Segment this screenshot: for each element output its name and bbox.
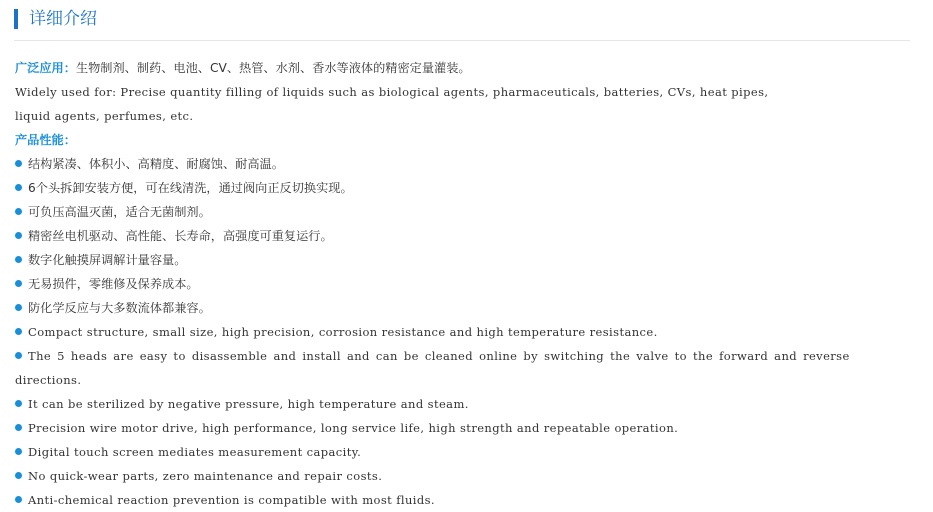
list-item-text: 可负压高温灭菌，适合无菌制剂。 [28, 205, 211, 219]
list-item-text: 数字化触摸屏调解计量容量。 [28, 253, 187, 267]
bullet-dot-icon [15, 208, 22, 215]
list-item [15, 488, 920, 512]
bullet-dot-icon [15, 280, 22, 287]
list-item [15, 440, 920, 464]
list-item-text: 6个头拆卸安装方便，可在线清洗，通过阀向正反切换实现。 [28, 181, 353, 195]
list-item-text: Compact structure, small size, high precision, corrosion resistance and high temperature resistance. [28, 325, 658, 339]
application-text-en-1: Widely used for: Precise quantity filling of liquids such as biological agents, pharmaceuticals, batteries, CVs, heat pipes, [15, 85, 769, 99]
list-item [15, 200, 920, 224]
performance-heading [15, 128, 920, 152]
list-item [15, 392, 920, 416]
application-label: 广泛应用： [15, 61, 76, 75]
list-item [15, 176, 920, 200]
list-item [15, 416, 920, 440]
bullet-dot-icon [15, 184, 22, 191]
list-item-text: Precision wire motor drive, high performance, long service life, high strength and repeatable operation. [28, 421, 679, 435]
application-text-cn: 生物制剂、制药、电池、CV、热管、水剂、香水等液体的精密定量灌装。 [75, 61, 471, 75]
bullet-dot-icon [15, 256, 22, 263]
list-item-text: 结构紧凑、体积小、高精度、耐腐蚀、耐高温。 [28, 157, 284, 171]
bullet-dot-icon [15, 232, 22, 239]
list-item-text: The 5 heads are easy to disassemble and install and can be cleaned online by switching the valve to the forward and reverse directions. [15, 349, 850, 387]
header-accent-bar [14, 9, 18, 29]
bullet-dot-icon [15, 496, 22, 503]
detail-content [15, 56, 920, 512]
list-item [15, 224, 920, 248]
bullet-dot-icon [15, 448, 22, 455]
list-item-text: Digital touch screen mediates measurement capacity. [28, 445, 362, 459]
list-item-text: No quick-wear parts, zero maintenance and repair costs. [28, 469, 383, 483]
list-item-text: Anti-chemical reaction prevention is compatible with most fluids. [28, 493, 435, 507]
section-header [14, 6, 910, 41]
bullet-dot-icon [15, 424, 22, 431]
application-line [15, 56, 920, 80]
bullet-dot-icon [15, 472, 22, 479]
list-item [15, 320, 920, 344]
bullet-dot-icon [15, 160, 22, 167]
list-item [15, 152, 920, 176]
list-item-text: 无易损件，零维修及保养成本。 [28, 277, 199, 291]
list-item-text: 防化学反应与大多数流体都兼容。 [28, 301, 211, 315]
section-title: 详细介绍 [29, 9, 97, 29]
list-item-text: 精密丝电机驱动、高性能、长寿命，高强度可重复运行。 [28, 229, 333, 243]
performance-label: 产品性能： [15, 133, 76, 147]
bullet-dot-icon [15, 352, 22, 359]
list-item [15, 248, 920, 272]
list-item-text: It can be sterilized by negative pressure, high temperature and steam. [28, 397, 469, 411]
list-item [15, 272, 920, 296]
list-item [15, 344, 920, 392]
list-item [15, 464, 920, 488]
application-text-en-2: liquid agents, perfumes, etc. [15, 109, 194, 123]
bullet-dot-icon [15, 400, 22, 407]
list-item [15, 296, 920, 320]
bullet-dot-icon [15, 304, 22, 311]
bullet-dot-icon [15, 328, 22, 335]
